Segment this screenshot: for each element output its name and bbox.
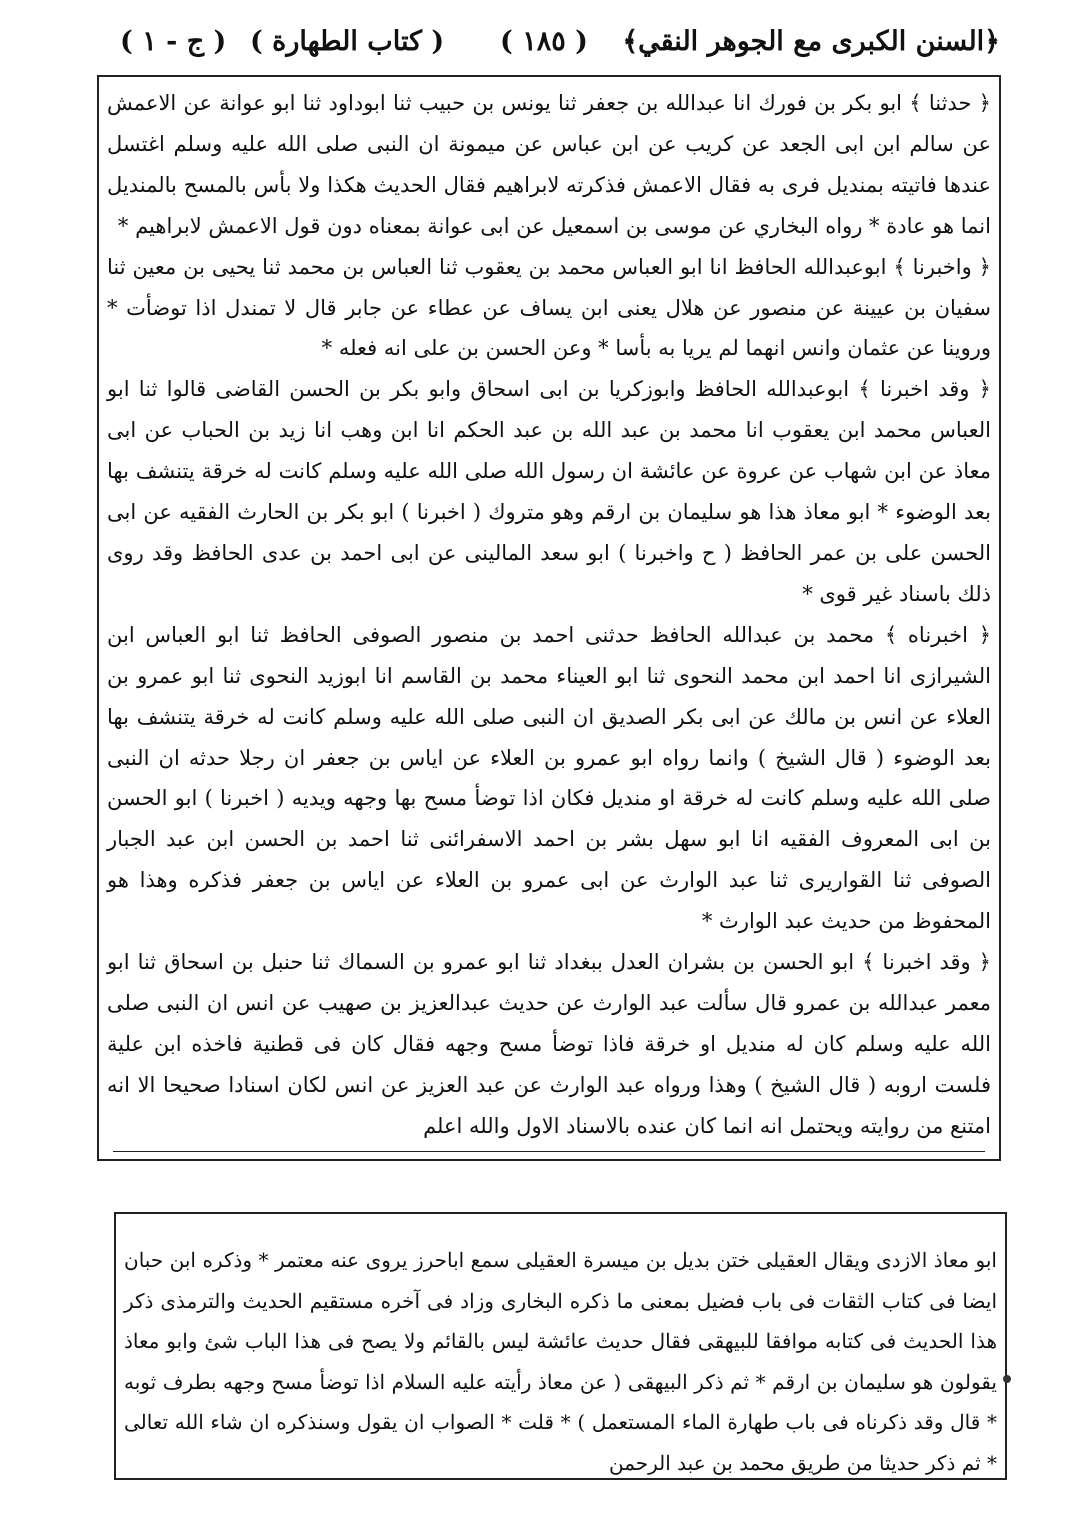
hadith-paragraph: ﴿ وقد اخبرنا ﴾ ابو الحسن بن بشران العدل ببغداد ثنا ابو عمرو بن السماك ثنا حنبل بن اسحاق ثنا ابو معمر عبدالله بن عمرو قال سألت عبد الوارث عن حديث عبدالعزيز بن صهيب عن انس ان النبى صلى الله عليه وسلم كان له منديل او خرقة فاذا توضأ مسح وجهه فقال كان فى قطنية فاخذه ابن علية فلست اروبه ( قال الشيخ ) وهذا ورواه عبد الوارث عن عبد العزيز عن انس لكان اسنادا صحيحا الا انه امتنع من روايته ويحتمل انه انما كان عنده بالاسناد الاول والله اعلم	[107, 950, 991, 1138]
section-divider	[113, 1151, 985, 1152]
margin-mark	[1003, 1375, 1011, 1383]
chapter-title: ( كتاب الطهارة )	[250, 26, 445, 57]
commentary-frame	[114, 1212, 1007, 1480]
hadith-paragraph: ﴿ واخبرنا ﴾ ابوعبدالله الحافظ انا ابو العباس محمد بن يعقوب ثنا العباس بن محمد ثنا يحيى بن معين ثنا سفيان بن عيينة عن منصور عن هلال يعنى ابن يساف عن عطاء عن جابر قال لا تمندل اذا توضأت * وروينا عن عثمان وانس انهما لم يريا به بأسا * وعن الحسن بن على انه فعله *	[107, 254, 991, 361]
page-header	[100, 20, 1000, 70]
commentary-text: ابو معاذ الازدى ويقال العقيلى ختن بديل بن ميسرة العقيلى سمع اباحرز يروى عنه معتمر * وذكره ابن حبان ايضا فى كتاب الثقات فى باب فضيل بمعنى ما ذكره البخارى وزاد فى آخره مستقيم الحديث والترمذى ذكر هذا الحديث فى كتابه موافقا للبيهقى فقال حديث عائشة ليس بالقائم ولا يصح فى هذا الباب شئ وابو معاذ يقولون هو سليمان بن ارقم * ثم ذكر البيهقى ( عن معاذ رأيته عليه السلام اذا توضأ مسح وجهه بطرف ثوبه * قال وقد ذكرناه فى باب طهارة الماء المستعمل ) * قلت * الصواب ان يقول وسنذكره ان شاء الله تعالى * ثم ذكر حديثا من طريق محمد بن عبد الرحمن	[124, 1248, 997, 1475]
hadith-paragraph: ﴿ حدثنا ﴾ ابو بكر بن فورك انا عبدالله بن جعفر ثنا يونس بن حبيب ثنا ابوداود ثنا ابو عوانة عن الاعمش عن سالم ابن ابى الجعد عن كريب عن ابن عباس عن ميمونة ان النبى صلى الله عليه وسلم اغتسل عندها فاتيته بمنديل فرى به فقال الاعمش فذكرته لابراهيم فقال الحديث هكذا ولا بأس بالمسح بالمنديل انما هو عادة * رواه البخاري عن موسى بن اسمعيل عن ابى عوانة بمعناه دون قول الاعمش لابراهيم *	[107, 91, 991, 238]
main-text-frame	[97, 75, 1001, 1161]
main-text	[107, 83, 991, 1147]
volume-label: ( ج - ١ )	[120, 26, 227, 57]
page-number: ( ١٨٥ )	[500, 26, 588, 57]
hadith-paragraph: ﴿ اخبرناه ﴾ محمد بن عبدالله الحافظ حدثنى احمد بن منصور الصوفى الحافظ ثنا ابو العباس ابن الشيرازى انا احمد ابن محمد النحوى ثنا ابو العيناء محمد بن القاسم انا ابوزيد النحوى ثنا ابو عمرو بن العلاء عن انس بن مالك عن ابى بكر الصديق ان النبى صلى الله عليه وسلم كانت له خرقة يتنشف بها بعد الوضوء ( قال الشيخ ) وانما رواه ابو عمرو بن العلاء عن اياس بن جعفر ان رجلا حدثه ان النبى صلى الله عليه وسلم كانت له خرقة او منديل فكان اذا توضأ مسح بها وجهه ويديه ( اخبرنا ) ابو الحسن بن ابى المعروف الفقيه انا ابو سهل بشر بن احمد الاسفرائنى ثنا احمد بن الحسن ابن عبد الجبار الصوفى ثنا القواريرى ثنا عبد الوارث عن ابى عمرو بن العلاء عن اياس بن جعفر فذكره وهذا هو المحفوظ من حديث عبد الوارث *	[107, 622, 991, 934]
book-title: ﴿السنن الكبرى مع الجوهر النقي﴾	[622, 26, 1000, 57]
hadith-paragraph: ﴿ وقد اخبرنا ﴾ ابوعبدالله الحافظ وابوزكريا بن ابى اسحاق وابو بكر بن الحسن القاضى قالوا ثنا ابو العباس محمد ابن يعقوب انا محمد بن عبد الله بن عبد الحكم انا ابن وهب انا زيد بن الحباب عن ابى معاذ عن ابن شهاب عن عروة عن عائشة ان رسول الله صلى الله عليه وسلم كانت له خرقة يتنشف بها بعد الوضوء * ابو معاذ هذا هو سليمان بن ارقم وهو متروك ( اخبرنا ) ابو بكر بن الحارث الفقيه عن ابى الحسن على بن عمر الحافظ ( ح واخبرنا ) ابو سعد المالينى عن ابى احمد بن عدى الحافظ وقد روى ذلك باسناد غير قوى *	[107, 377, 991, 606]
